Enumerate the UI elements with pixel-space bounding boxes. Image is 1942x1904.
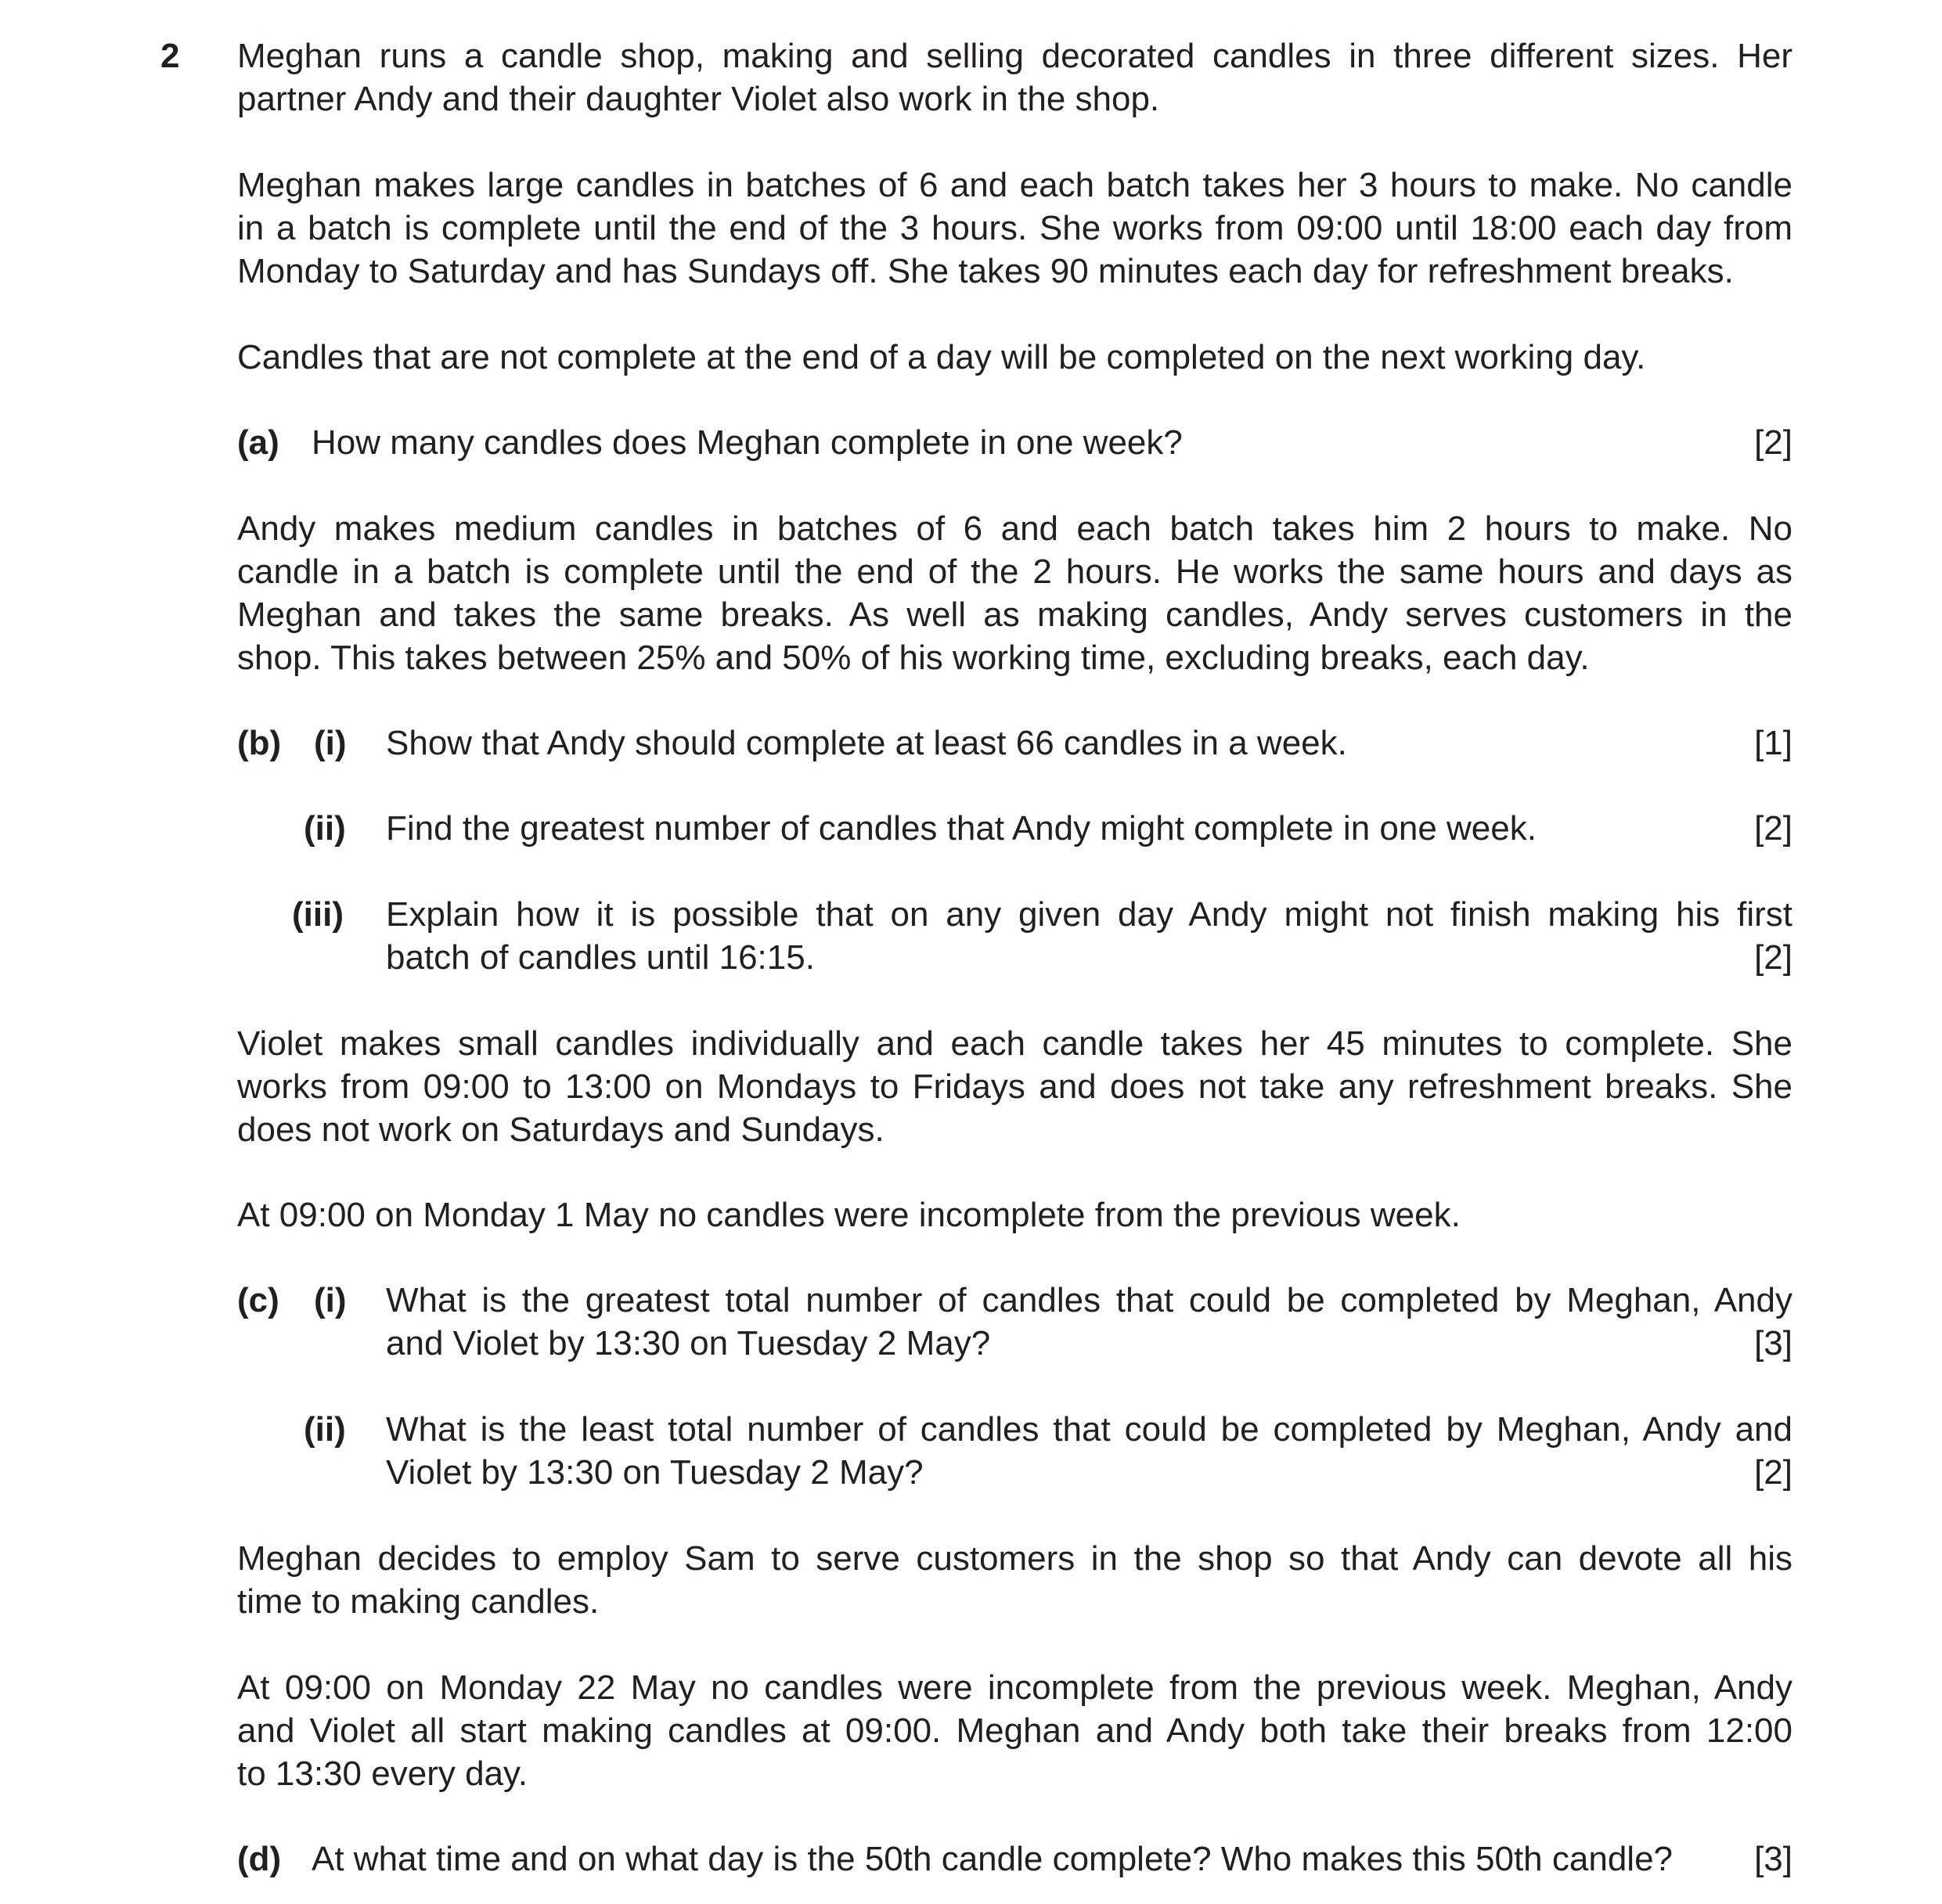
meghan-paragraph xyxy=(237,164,1792,293)
part-b-iii-label: (iii) xyxy=(292,895,344,934)
part-b-ii-text: Find the greatest number of candles that Andy might complete in one week. xyxy=(386,809,1537,848)
part-a-label: (a) xyxy=(237,423,279,462)
part-b-i-label: (i) xyxy=(314,724,347,762)
completion-note xyxy=(237,336,1792,379)
violet-line: Violet makes small candles individually and each candle takes her 45 minutes to complete. She xyxy=(237,1024,1792,1063)
part-c-ii-line: What is the least total number of candles that could be completed by Meghan, Andy and xyxy=(386,1410,1792,1449)
part-d-marks: [3] xyxy=(1754,1840,1792,1878)
part-b-iii-line: Explain how it is possible that on any given day Andy might not finish making his first xyxy=(386,895,1792,934)
andy-line: shop. This takes between 25% and 50% of his working time, excluding breaks, each day. xyxy=(237,639,1590,677)
part-b-iii xyxy=(237,893,1792,979)
intro-paragraph xyxy=(237,34,1792,121)
violet-line: works from 09:00 to 13:00 on Mondays to Fridays and does not take any refreshment breaks. She xyxy=(237,1067,1792,1106)
monday-note xyxy=(237,1193,1792,1236)
meghan-line: in a batch is complete until the end of the 3 hours. She works from 09:00 until 18:00 each day from xyxy=(237,209,1792,247)
part-d-text: At what time and on what day is the 50th candle complete? Who makes this 50th candle? xyxy=(312,1840,1674,1878)
part-d xyxy=(237,1837,1792,1881)
andy-paragraph xyxy=(237,507,1792,679)
violet-paragraph xyxy=(237,1022,1792,1151)
violet-line: does not work on Saturdays and Sundays. xyxy=(237,1110,885,1149)
part-b-ii-marks: [2] xyxy=(1754,809,1792,848)
sam-paragraph xyxy=(237,1537,1792,1623)
part-c-ii xyxy=(237,1408,1792,1494)
part-b-i-text: Show that Andy should complete at least 66 candles in a week. xyxy=(386,724,1347,762)
part-b-label: (b) xyxy=(237,724,282,762)
intro-line: Meghan runs a candle shop, making and selling decorated candles in three different sizes. Her xyxy=(237,37,1792,75)
may22-line: and Violet all start making candles at 09:00. Meghan and Andy both take their breaks from 12:00 xyxy=(237,1711,1792,1750)
part-c-i-label: (i) xyxy=(314,1281,347,1319)
part-c-ii-marks: [2] xyxy=(1754,1453,1792,1492)
may22-line: At 09:00 on Monday 22 May no candles were incomplete from the previous week. Meghan, Andy xyxy=(237,1668,1792,1707)
andy-line: Meghan and takes the same breaks. As well as making candles, Andy serves customers in the xyxy=(237,596,1792,634)
part-b-i-marks: [1] xyxy=(1754,724,1792,762)
part-d-label: (d) xyxy=(237,1840,282,1878)
andy-line: Andy makes medium candles in batches of 6 and each batch takes him 2 hours to make. No xyxy=(237,509,1792,548)
part-c-ii-line: Violet by 13:30 on Tuesday 2 May? xyxy=(386,1453,924,1492)
part-b-iii-marks: [2] xyxy=(1754,938,1792,977)
part-c-i-line: and Violet by 13:30 on Tuesday 2 May? xyxy=(386,1324,991,1362)
may22-paragraph xyxy=(237,1666,1792,1795)
intro-line: partner Andy and their daughter Violet also work in the shop. xyxy=(237,80,1160,118)
part-b-ii xyxy=(237,807,1792,850)
part-b-ii-label: (ii) xyxy=(304,809,346,848)
andy-line: candle in a batch is complete until the end of the 2 hours. He works the same hours and days as xyxy=(237,552,1792,591)
sam-line: time to making candles. xyxy=(237,1582,600,1621)
part-b-i xyxy=(237,722,1792,765)
part-a-text: How many candles does Meghan complete in one week? xyxy=(312,423,1183,462)
sam-line: Meghan decides to employ Sam to serve customers in the shop so that Andy can devote all his xyxy=(237,1539,1792,1578)
monday-note-line: At 09:00 on Monday 1 May no candles were incomplete from the previous week. xyxy=(237,1196,1461,1234)
part-a xyxy=(237,421,1792,464)
part-b-iii-line: batch of candles until 16:15. xyxy=(386,938,815,977)
part-c-i-line: What is the greatest total number of candles that could be completed by Meghan, Andy xyxy=(386,1281,1792,1319)
question-number: 2 xyxy=(160,37,180,75)
may22-line: to 13:30 every day. xyxy=(237,1755,528,1793)
meghan-line: Meghan makes large candles in batches of 6 and each batch takes her 3 hours to make. No candle xyxy=(237,166,1792,204)
part-c-label: (c) xyxy=(237,1281,279,1319)
meghan-line: Monday to Saturday and has Sundays off. She takes 90 minutes each day for refreshment breaks. xyxy=(237,252,1734,290)
part-a-marks: [2] xyxy=(1754,423,1792,462)
completion-note-line: Candles that are not complete at the end of a day will be completed on the next working day. xyxy=(237,338,1646,376)
part-c-i-marks: [3] xyxy=(1754,1324,1792,1362)
part-c-i xyxy=(237,1279,1792,1365)
part-c-ii-label: (ii) xyxy=(304,1410,346,1449)
